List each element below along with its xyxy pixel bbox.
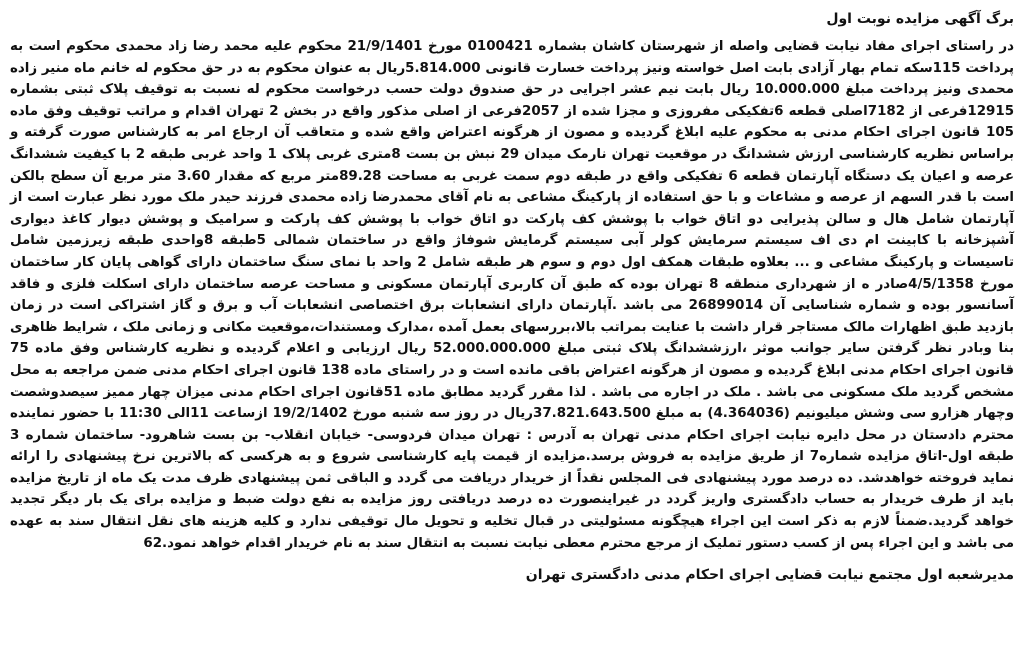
notice-signature: مدیرشعبه اول مجتمع نیابت قضایی اجرای احکام مدنی دادگستری تهران <box>525 567 1014 584</box>
notice-body: در راستای اجرای مفاد نیابت قضایی واصله از شهرستان کاشان بشماره 0100421 مورخ 21/9/1401 محکوم علیه محمد رضا زاد محمدی محکوم است به پرداخت 115سکه تمام بهار آزادی بابت اصل خواسته ونیز پرداخت خسارت قانونی 5.814.000ریال به عنوان محکوم به در حق محکوم له خانم ماه منیر زاده محمدی ونیز پرداخت مبلغ 10.000.000 ریال بابت نیم عشر اجرایی در حق صندوق دولت حسب درخواست محکوم له نسبت به توقیف پلاک ثبتی بشماره 12915فرعی از 7182اصلی قطعه 6تفکیکی مفروزی و مجزا شده از 2057فرعی از اصلی مذکور واقع در بخش 2 تهران اقدام و مراتب توقیف وفق ماده 105 قانون اجرای احکام مدنی به محکوم علیه ابلاغ گردیده و مصون از هرگونه اعتراض واقع شده و متعاقب آن ارجاع امر به کارشناس صورت گرفته و براساس نظریه کارشناسی ارزش ششدانگ در موقعیت تهران نارمک میدان 29 نبش بن بست 8متری غربی پلاک 1 واحد غربی طبقه 2 با کیفیت ششدانگ عرصه و اعیان یک دستگاه آپارتمان قطعه 6 تفکیکی واقع در طبقه دوم سمت غربی به مساحت 89.28متر مربع که مقدار 3.60 متر مربع آن سطح بالکن است با قدر السهم از عرصه و مشاعات و با حق استفاده از پارکینگ مشاعی به نام آقای محمدرضا زاده محمدی فرزند حیدر ملک مورد نظر عبارت است از آپارتمان شامل هال و سالن پذیرایی دو اتاق خواب با پوشش کف پارکت دو اتاق خواب با پوشش کف پارکت و سرامیک و پوشش دیوار کاغذ دیواری آشپزخانه با کابینت ام دی اف سیستم سرمایش کولر آبی سیستم گرمایش شوفاژ واقع در ساختمان شمالی 5طبقه 8واحدی طبقه زیرزمین شامل تاسیسات و پارکینگ مشاعی و ... بعلاوه طبقات همکف اول دوم و سوم هر طبقه شامل 2 واحد با نمای سنگ ساختمان دارای گواهی پایان کار ساختمان مورخ 4/5/1358صادر ه از شهرداری منطقه 8 تهران بوده که طبق آن کاربری آپارتمان مسکونی و مساحت عرصه ساختمان دارای اسکلت فلزی و فاقد آسانسور بوده و شماره شناسایی آن 26899014 می باشد .آپارتمان دارای انشعابات برق اختصاصی انشعابات آب و برق و گاز اشتراکی است در زمان بازدید طبق اظهارات مالک مستاجر قرار داشت با عنایت بمراتب بالا،بررسهای بعمل آمده ،مدارک ومستندات،موقعیت مکانی و زمانی ملک ، شرایط ظاهری بنا وبادر نظر گرفتن سایر جوانب موثر ،ارزششدانگ پلاک ثبتی مبلغ 52.000.000.000 ریال ارزیابی و اعلام گردیده و نظریه کارشناس وفق ماده 75 قانون اجرای احکام مدنی ابلاغ گردیده و مصون از هرگونه اعتراض باقی مانده است و در راستای ماده 138 قانون اجرای احکام مدنی ضمن مراجعه به محل مشخص گردید ملک مسکونی می باشد . ملک در اجاره می باشد . لذا مقرر گردید مطابق ماده 51قانون اجرای احکام مدنی میزان چهار ممیز سیصدوشصت وچهار هزارو سی وشش میلیونیم (4.364036) به مبلغ 37.821.643.500ریال در روز سه شنبه مورخ 19/2/1402 ازساعت 11الی 11:30 با حضور نماینده محترم دادستان در محل دایره نیابت اجرای احکام مدنی تهران به آدرس : تهران میدان فردوسی- خیابان انقلاب- بن بست شاهرود- ساختمان شماره 3 طبقه اول-اتاق مزایده شماره7 از طریق مزایده به فروش برسد.مزایده از قیمت پایه کارشناسی شروع و به هرکسی که بالاترین نرخ پیشنهادی را ارائه نماید فروخته خواهدشد. ده درصد مورد پیشنهادی فی المجلس نقداً از خریدار دریافت می گردد و الباقی ثمن پیشنهادی ظرف مدت یک ماه از تاریخ مزایده باید از طرف خریدار به حساب دادگستری واریز گردد در غیراینصورت ده درصد دریافتی روز مزایده به نفع دولت ضبط و مزایده برای یک بار دیگر تجدید خواهد گردید.ضمناً لازم به ذکر است این اجراء هیچگونه مسئولیتی در قبال تخلیه و تحویل مال توقیفی ندارد و کلیه هزینه های نقل انتقال سند به عهده می باشد و این اجراء پس از کسب دستور تملیک از مرجع محترم معطی نیابت نسبت به انتقال سند به نام خریدار اقدام خواهد نمود.62 <box>10 39 1015 551</box>
notice-heading: برگ آگهی مزایده نوبت اول <box>826 11 1014 27</box>
